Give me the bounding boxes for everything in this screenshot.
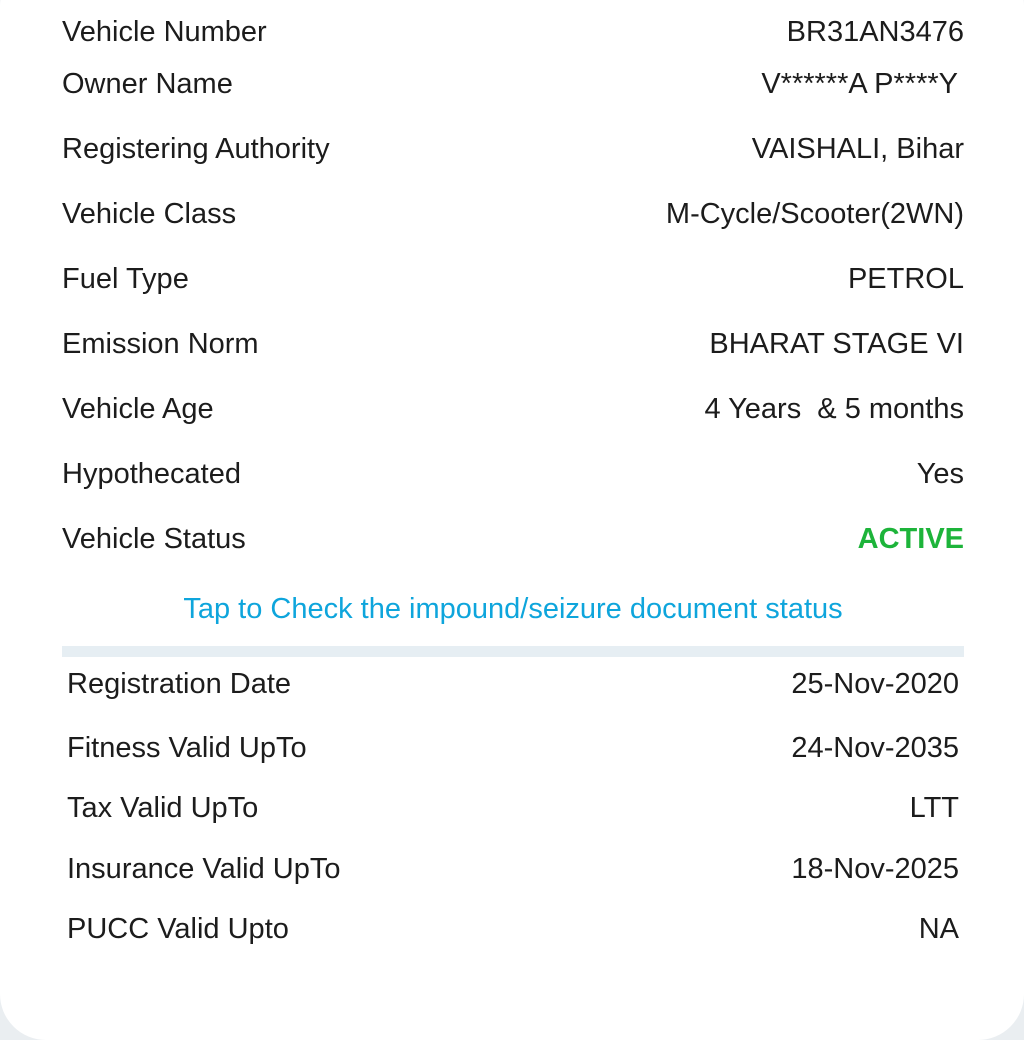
row-pucc-valid-upto	[67, 911, 959, 947]
row-registration-date	[67, 666, 959, 702]
vehicle-number-label: Vehicle Number	[62, 16, 267, 48]
row-owner-name	[62, 66, 964, 102]
hypothecated-value: Yes	[916, 458, 964, 490]
row-insurance-valid-upto	[67, 851, 959, 887]
section-divider	[62, 646, 964, 657]
emission-norm-label: Emission Norm	[62, 328, 259, 360]
registration-date-label: Registration Date	[67, 668, 292, 700]
vehicle-age-value: 4 Years & 5 months	[704, 393, 964, 425]
fuel-type-value: PETROL	[847, 263, 964, 295]
pucc-valid-upto-value: NA	[918, 913, 959, 945]
owner-name-label: Owner Name	[62, 68, 233, 100]
row-hypothecated	[62, 456, 964, 492]
vehicle-status-label: Vehicle Status	[62, 523, 246, 555]
tax-valid-upto-label: Tax Valid UpTo	[67, 792, 259, 824]
hypothecated-label: Hypothecated	[62, 458, 241, 490]
vehicle-age-label: Vehicle Age	[62, 393, 214, 425]
row-tax-valid-upto	[67, 790, 959, 826]
pucc-valid-upto-label: PUCC Valid Upto	[67, 913, 289, 945]
row-fitness-valid-upto	[67, 730, 959, 766]
row-vehicle-class	[62, 196, 964, 232]
row-emission-norm	[62, 326, 964, 362]
emission-norm-value: BHARAT STAGE VI	[709, 328, 964, 360]
vehicle-class-label: Vehicle Class	[62, 198, 237, 230]
registering-authority-label: Registering Authority	[62, 133, 330, 165]
fuel-type-label: Fuel Type	[62, 263, 189, 295]
vehicle-number-value: BR31AN3476	[786, 16, 964, 48]
insurance-valid-upto-label: Insurance Valid UpTo	[67, 853, 341, 885]
row-vehicle-number	[62, 14, 964, 50]
registering-authority-value: VAISHALI, Bihar	[751, 133, 964, 165]
owner-name-value: V******A P****Y	[761, 68, 958, 100]
row-vehicle-age	[62, 391, 964, 427]
row-fuel-type	[62, 261, 964, 297]
row-vehicle-status	[62, 521, 964, 557]
status-badge: ACTIVE	[857, 523, 964, 555]
impound-status-link[interactable]: Tap to Check the impound/seizure document status	[183, 593, 843, 625]
tax-valid-upto-value: LTT	[909, 792, 959, 824]
vehicle-class-value: M-Cycle/Scooter(2WN)	[665, 198, 964, 230]
insurance-valid-upto-value: 18-Nov-2025	[791, 853, 959, 885]
fitness-valid-upto-value: 24-Nov-2035	[791, 732, 959, 764]
registration-date-value: 25-Nov-2020	[791, 668, 959, 700]
row-registering-authority	[62, 131, 964, 167]
fitness-valid-upto-label: Fitness Valid UpTo	[67, 732, 307, 764]
